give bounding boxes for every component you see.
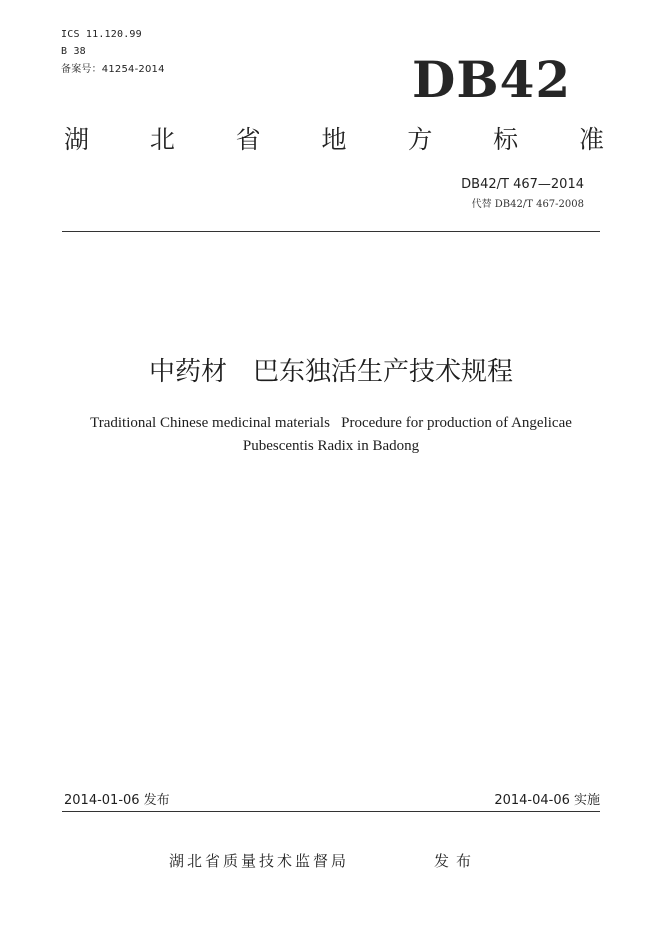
implementation-date: 2014-04-06 实施 bbox=[494, 793, 600, 808]
ics-code: ICS 11.120.99 bbox=[61, 29, 142, 40]
bottom-divider bbox=[62, 811, 600, 812]
standard-type-char: 地 bbox=[321, 125, 347, 154]
title-chinese bbox=[0, 355, 662, 389]
standard-type-char: 省 bbox=[235, 125, 261, 154]
title-english-line1: Traditional Chinese medicinal materials Procedure for production of Angelicae bbox=[90, 415, 572, 431]
standard-number: DB42/T 467—2014 bbox=[461, 177, 584, 192]
standard-type-char: 准 bbox=[578, 125, 604, 154]
standard-type-char: 北 bbox=[149, 125, 175, 154]
top-divider bbox=[62, 231, 600, 232]
ccs-code: B 38 bbox=[61, 46, 86, 57]
standard-type-heading bbox=[64, 123, 604, 157]
title-english-line2: Pubescentis Radix in Badong bbox=[242, 438, 420, 454]
standard-type-char: 方 bbox=[407, 125, 433, 154]
replaces-note: 代替 DB42/T 467-2008 bbox=[471, 199, 584, 210]
standard-logo: DB42 bbox=[412, 50, 572, 109]
record-number: 备案号：41254-2014 bbox=[61, 64, 165, 75]
title-chinese-part2: 巴东独活生产技术规程 bbox=[253, 357, 514, 387]
issue-date: 2014-01-06 发布 bbox=[64, 793, 170, 808]
standard-type-char: 标 bbox=[493, 125, 519, 154]
standard-type-char: 湖 bbox=[64, 125, 90, 154]
issuing-authority: 湖北省质量技术监督局 bbox=[169, 852, 350, 870]
issue-label: 发布 bbox=[434, 852, 479, 870]
title-chinese-part1: 中药材 bbox=[148, 357, 227, 387]
